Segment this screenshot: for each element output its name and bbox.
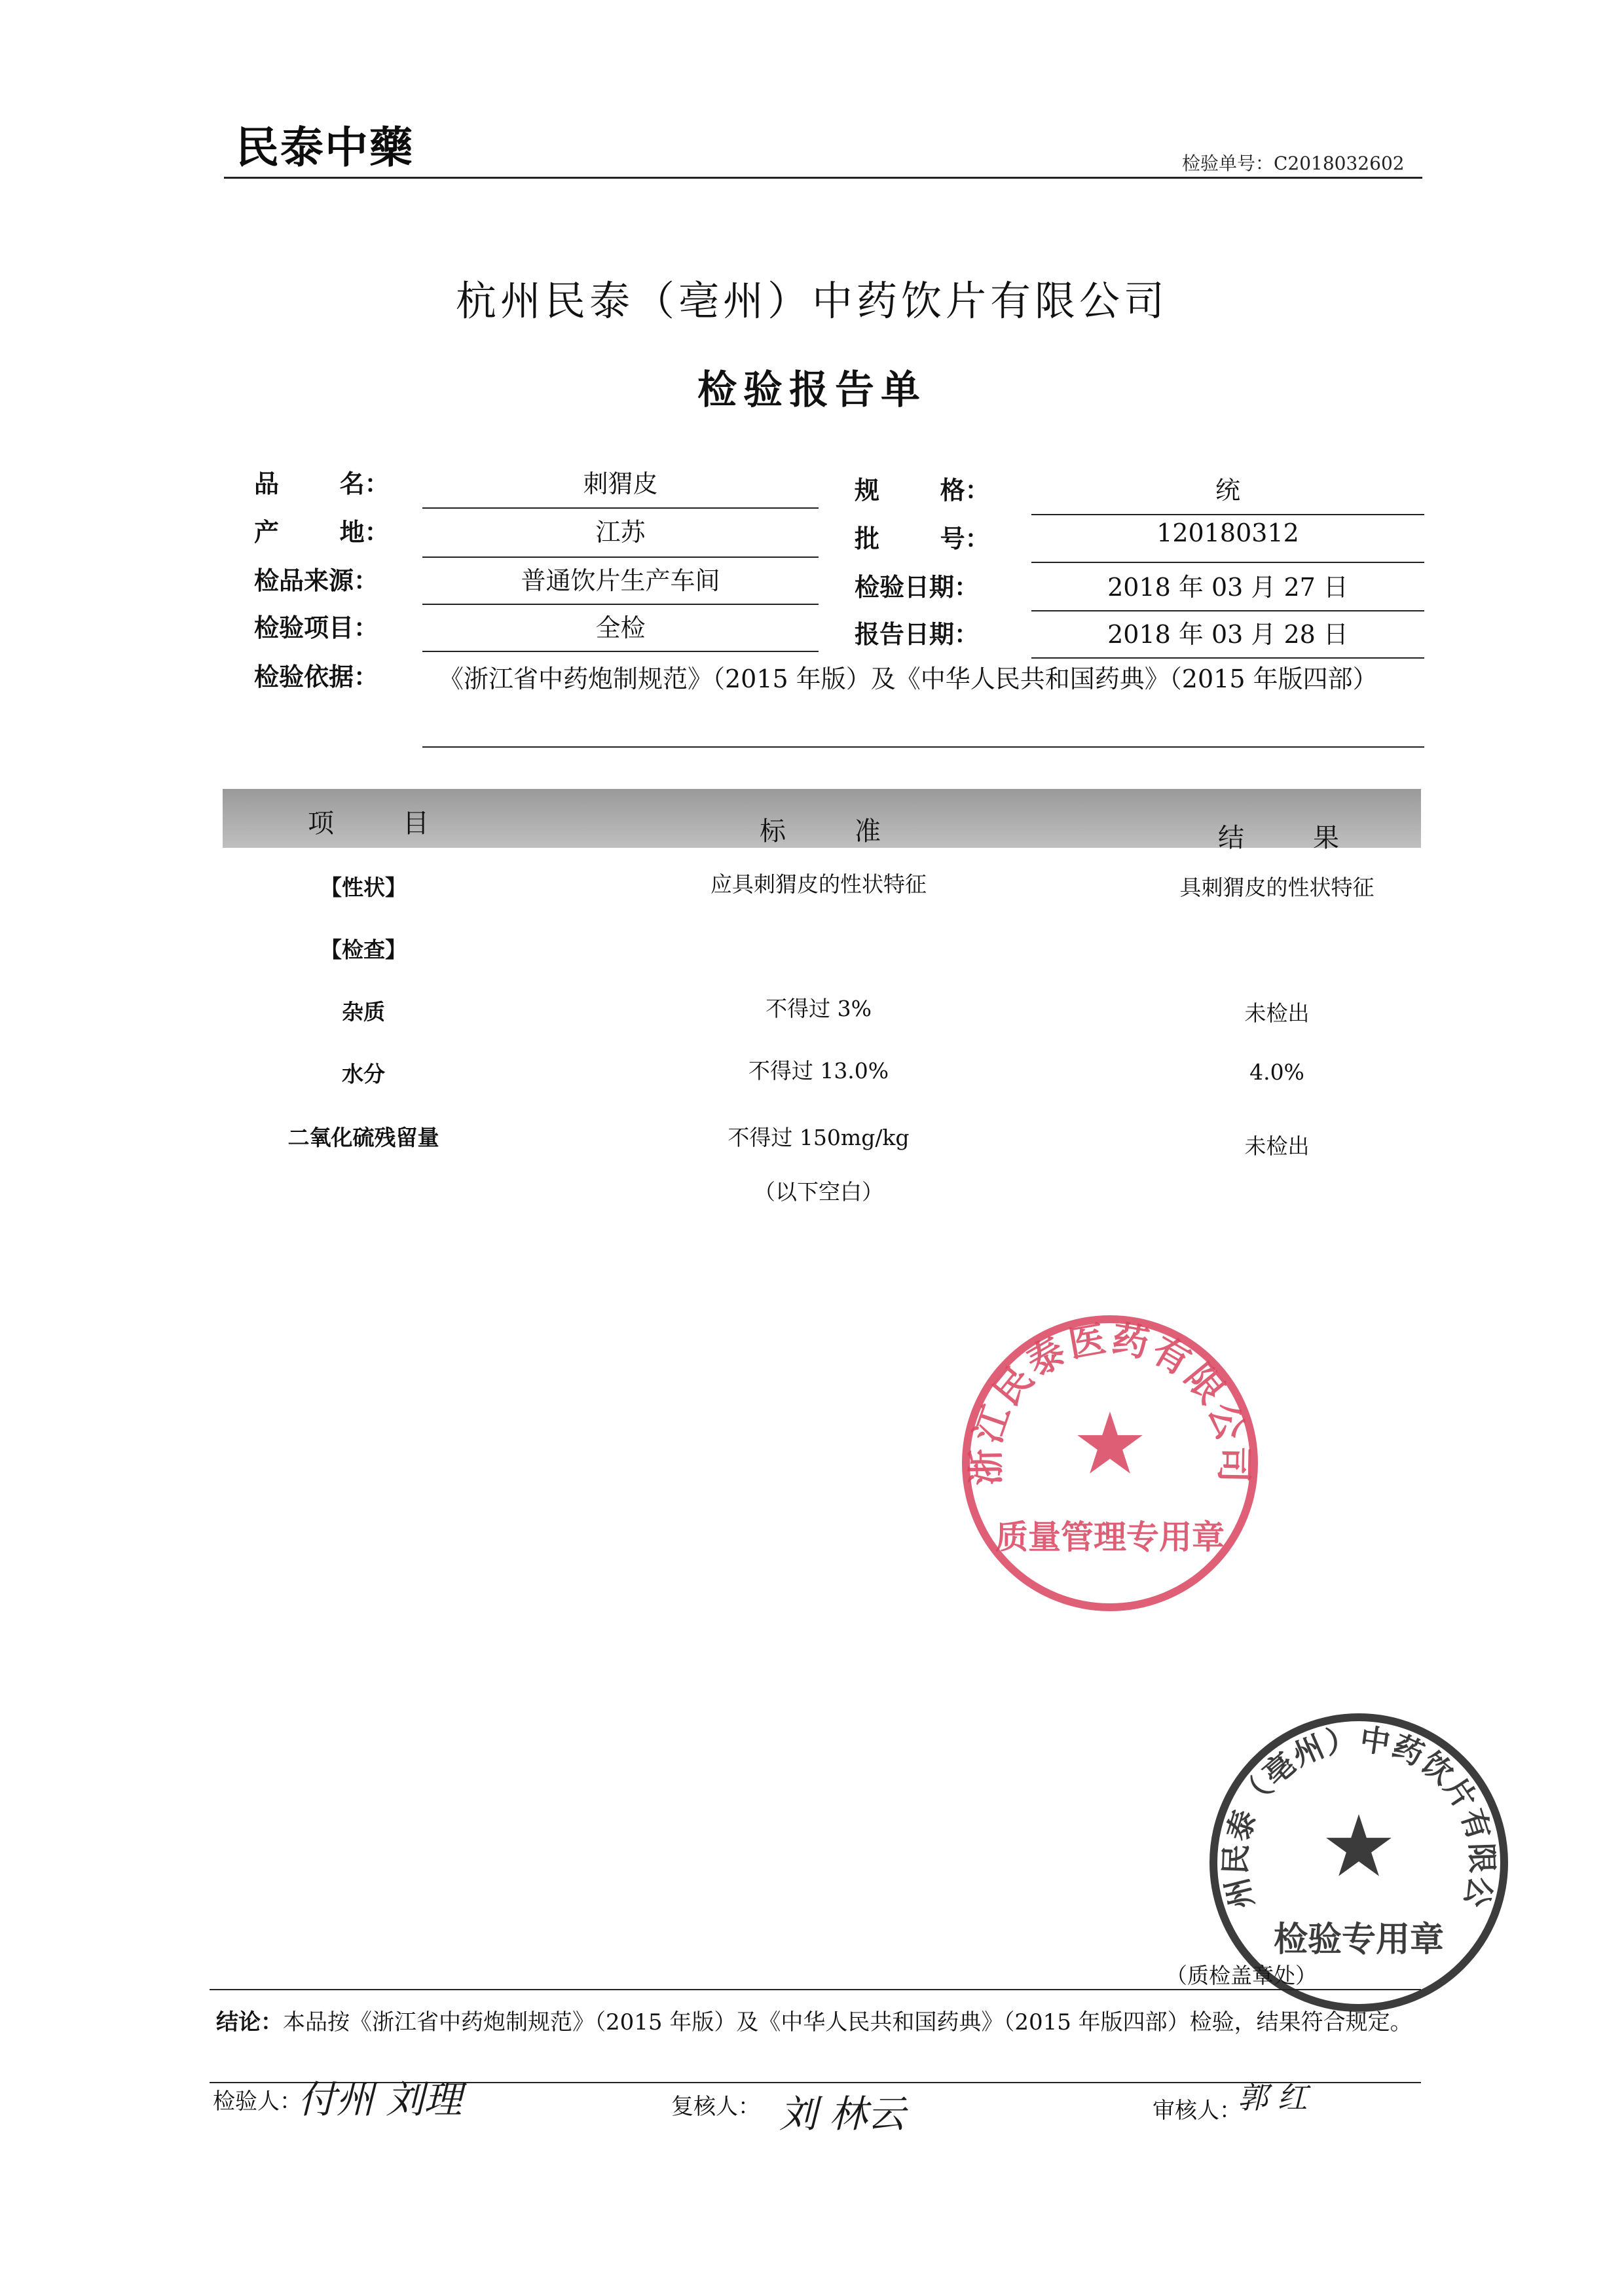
inspector-signature: 付州 刘理 xyxy=(298,2077,462,2122)
origin-underline xyxy=(422,556,819,558)
auditor-label: 审核人： xyxy=(1153,2098,1242,2124)
spec-value: 统 xyxy=(1215,476,1240,505)
reviewer-label: 复核人： xyxy=(671,2094,760,2120)
origin-value: 江苏 xyxy=(595,518,646,547)
col-standard-header: 标 准 xyxy=(760,816,883,847)
table-row-result: 具刺猬皮的性状特征 xyxy=(1179,875,1375,900)
test-date-label: 检验日期： xyxy=(855,573,980,602)
table-row-item: 【性状】 xyxy=(320,875,407,900)
report-date-label: 报告日期： xyxy=(855,620,980,649)
table-row-standard: 不得过 13.0% xyxy=(748,1058,889,1084)
table-row-result: 4.0% xyxy=(1249,1059,1304,1085)
red-stamp-star: ★ xyxy=(1071,1394,1149,1493)
table-row-item: 二氧化硫残留量 xyxy=(287,1125,439,1150)
name-underline xyxy=(422,507,819,509)
origin-label: 产 地： xyxy=(254,518,390,547)
spec-label: 规 格： xyxy=(855,476,990,505)
quality-stamp xyxy=(959,1313,1261,1614)
item-value: 全检 xyxy=(595,613,646,642)
red-stamp-ring-text: 浙江民泰医药有限公司 xyxy=(965,1317,1255,1486)
basis-underline xyxy=(422,746,1424,748)
basis-label: 检验依据： xyxy=(254,663,379,691)
black-stamp-star: ★ xyxy=(1320,1796,1397,1896)
batch-label: 批 号： xyxy=(855,524,990,553)
company-logo: 民泰中藥 xyxy=(236,122,414,173)
doc-number: 检验单号：C2018032602 xyxy=(1182,153,1405,174)
spec-underline xyxy=(1031,514,1424,515)
col-item-header: 项 目 xyxy=(308,809,431,839)
blank-note: （以下空白） xyxy=(754,1179,883,1205)
black-stamp-inner-text: 检验专用章 xyxy=(1273,1920,1445,1959)
table-row-result: 未检出 xyxy=(1244,1000,1310,1026)
company-name: 杭州民泰（亳州）中药饮片有限公司 xyxy=(455,277,1168,325)
batch-value: 120180312 xyxy=(1156,519,1299,547)
header-divider xyxy=(224,177,1422,179)
batch-underline xyxy=(1031,562,1424,563)
red-stamp-inner-text: 质量管理专用章 xyxy=(995,1518,1225,1556)
conclusion-top-line xyxy=(210,1989,1421,1990)
name-label: 品 名： xyxy=(254,469,390,498)
table-row-standard: 应具刺猬皮的性状特征 xyxy=(710,871,927,897)
item-underline xyxy=(422,651,819,652)
item-label: 检验项目： xyxy=(254,613,379,642)
source-label: 检品来源： xyxy=(254,566,379,595)
source-value: 普通饮片生产车间 xyxy=(521,566,720,595)
report-title: 检验报告单 xyxy=(697,367,927,413)
reviewer-signature: 刘 林云 xyxy=(779,2092,906,2136)
source-underline xyxy=(422,604,819,605)
table-row-item: 杂质 xyxy=(342,999,385,1025)
name-value: 刺猬皮 xyxy=(583,469,658,498)
table-row-item: 水分 xyxy=(342,1061,385,1087)
stamp-area-note: （质检盖章处） xyxy=(1166,1963,1317,1988)
conclusion xyxy=(216,2007,1414,2037)
conclusion-label: 结论： xyxy=(216,2009,283,2035)
auditor-signature: 郭 红 xyxy=(1238,2080,1308,2115)
conclusion-text: 本品按《浙江省中药炮制规范》（2015 年版）及《中华人民共和国药典》（2015 年版四部）检验，结果符合规定。 xyxy=(283,2009,1412,2035)
test-date-underline xyxy=(1031,610,1424,611)
table-row-result: 未检出 xyxy=(1244,1133,1310,1159)
table-row-standard: 不得过 3% xyxy=(766,996,872,1021)
inspector-label: 检验人： xyxy=(213,2088,302,2115)
table-row-item: 【检查】 xyxy=(320,937,407,962)
black-stamp-ring-text: 州民泰（亳州）中药饮片有限公 xyxy=(1217,1721,1500,1912)
basis-value: 《浙江省中药炮制规范》（2015 年版）及《中华人民共和国药典》（2015 年版四部） xyxy=(439,665,1378,693)
col-result-header: 结 果 xyxy=(1218,823,1341,853)
report-date-value: 2018 年 03 月 28 日 xyxy=(1107,620,1348,649)
table-row-standard: 不得过 150mg/kg xyxy=(728,1125,910,1150)
test-date-value: 2018 年 03 月 27 日 xyxy=(1107,573,1348,602)
